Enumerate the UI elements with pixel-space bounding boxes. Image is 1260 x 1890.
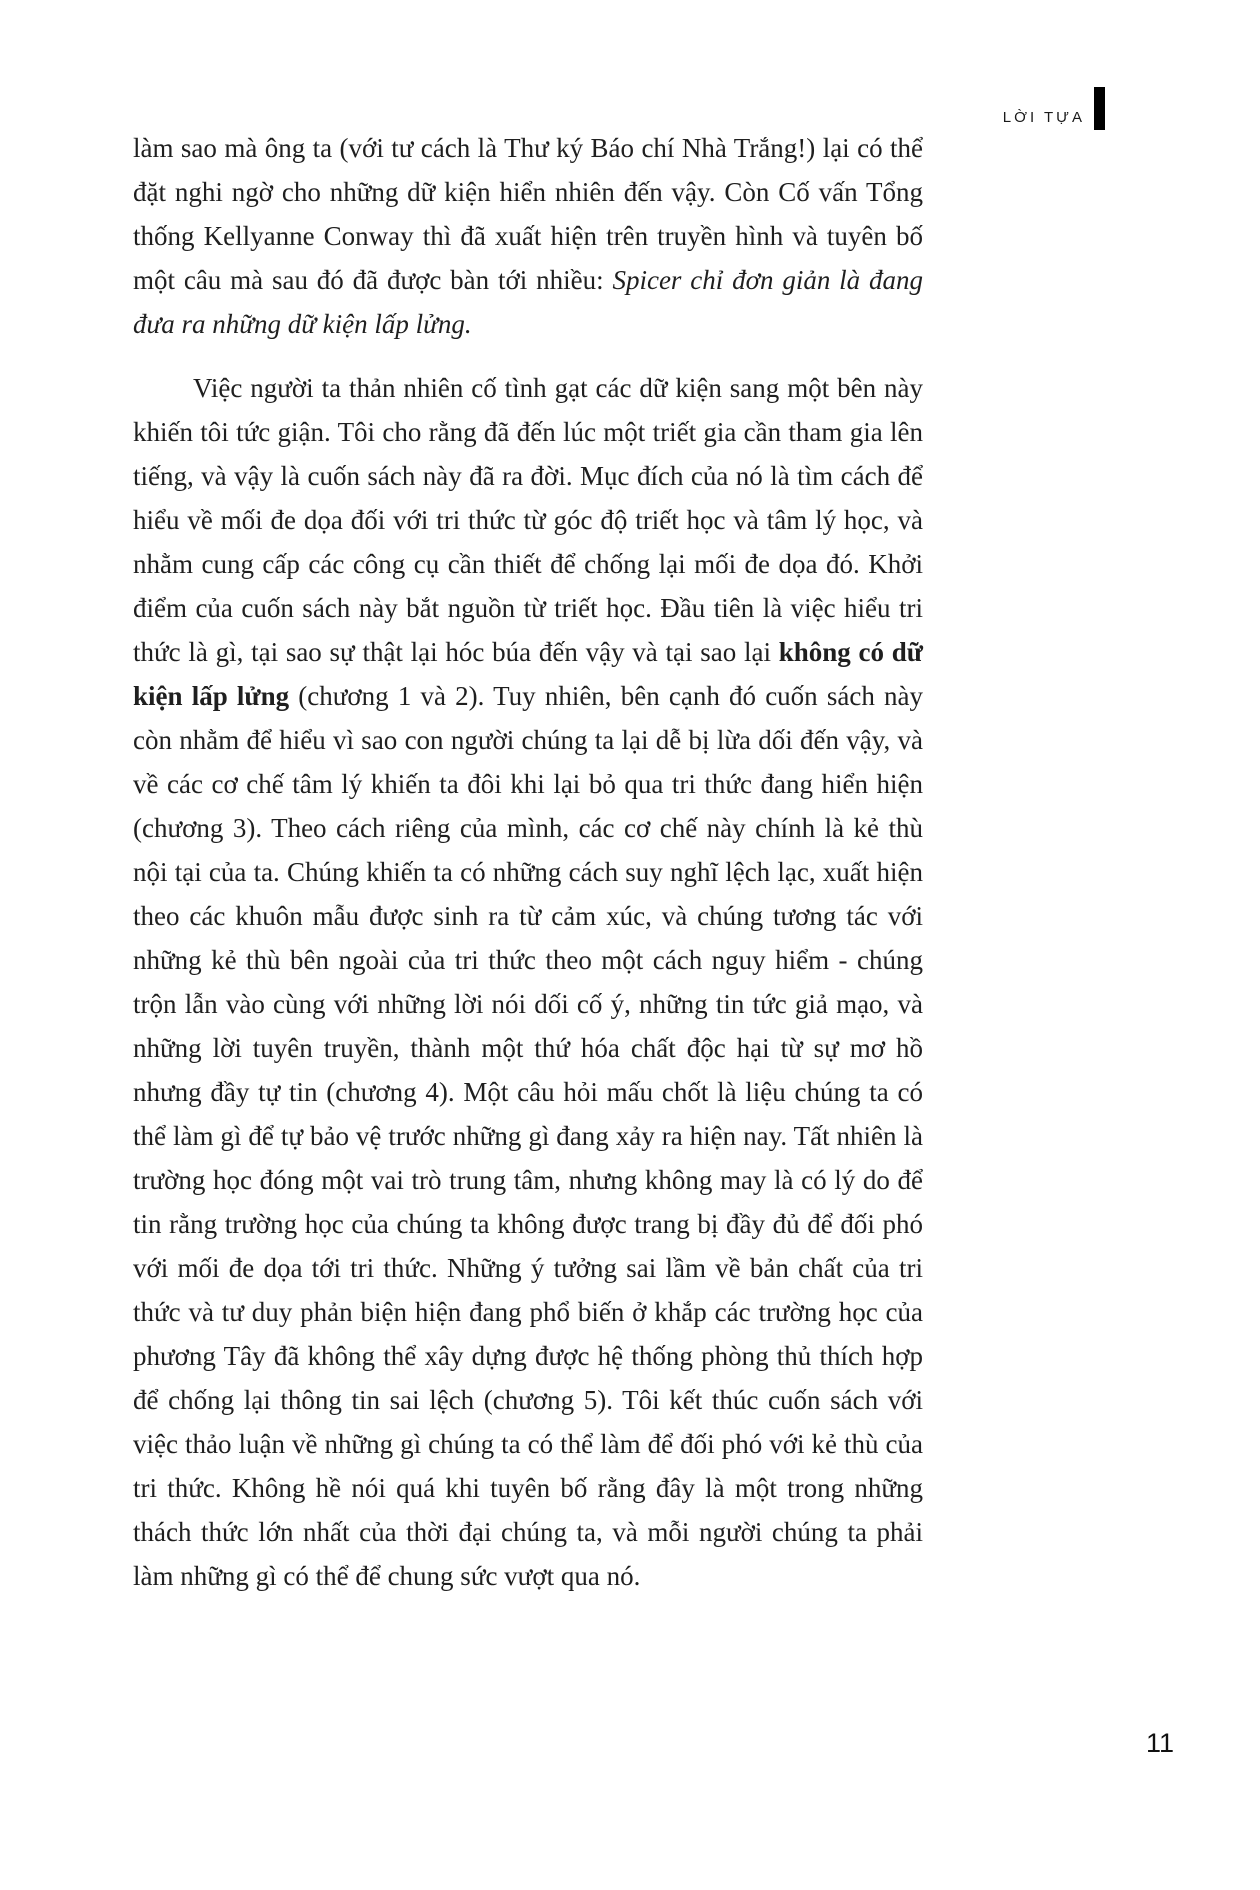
header-bar-decoration bbox=[1094, 87, 1105, 130]
paragraph-2-run-2: không có dữ kiện lấp lửng bbox=[133, 637, 923, 711]
paragraph-1-run-2: Spicer chỉ đơn giản là đang đưa ra những dữ kiện lấp lửng. bbox=[133, 265, 924, 339]
paragraph-2-run-1: Việc người ta thản nhiên cố tình gạt các dữ kiện sang một bên này khiến tôi tức giận. Tôi cho rằng đã đến lúc một triết gia cần tham gia lên tiếng, và vậy là cuốn sách này đã ra đời. Mục đích của nó là tìm cách để hiểu về mối đe dọa đối với tri thức từ góc độ triết học và tâm lý học, và nhằm cung cấp các công cụ cần thiết để chống lại mối đe dọa đó. Khởi điểm của cuốn sách này bắt nguồn từ triết học. Đầu tiên là việc hiểu tri thức là gì, tại sao sự thật lại hóc búa đến vậy và tại sao lại bbox=[133, 373, 923, 667]
running-head bbox=[1003, 87, 1105, 130]
paragraph-2 bbox=[133, 366, 923, 1598]
page-number: 11 bbox=[1146, 1728, 1175, 1758]
body-text bbox=[133, 126, 923, 1598]
paragraph-1 bbox=[133, 126, 923, 346]
running-head-label: LỜI TỰA bbox=[1002, 109, 1085, 126]
paragraph-1-run-1: làm sao mà ông ta (với tư cách là Thư ký Báo chí Nhà Trắng!) lại có thể đặt nghi ngờ cho những dữ kiện hiển nhiên đến vậy. Còn Cố vấn Tổng thống Kellyanne Conway thì đã xuất hiện trên truyền hình và tuyên bố một câu mà sau đó đã được bàn tới nhiều: bbox=[133, 133, 923, 295]
paragraph-2-run-3: (chương 1 và 2). Tuy nhiên, bên cạnh đó cuốn sách này còn nhằm để hiểu vì sao con người chúng ta lại dễ bị lừa dối đến vậy, và về các cơ chế tâm lý khiến ta đôi khi lại bỏ qua tri thức đang hiển hiện (chương 3). Theo cách riêng của mình, các cơ chế này chính là kẻ thù nội tại của ta. Chúng khiến ta có những cách suy nghĩ lệch lạc, xuất hiện theo các khuôn mẫu được sinh ra từ cảm xúc, và chúng tương tác với những kẻ thù bên ngoài của tri thức theo một cách nguy hiểm - chúng trộn lẫn vào cùng với những lời nói dối cố ý, những tin tức giả mạo, và những lời tuyên truyền, thành một thứ hóa chất độc hại từ sự mơ hồ nhưng đầy tự tin (chương 4). Một câu hỏi mấu chốt là liệu chúng ta có thể làm gì để tự bảo vệ trước những gì đang xảy ra hiện nay. Tất nhiên là trường học đóng một vai trò trung tâm, nhưng không may là có lý do để tin rằng trường học của chúng ta không được trang bị đầy đủ để đối phó với mối đe dọa tới tri thức. Những ý tưởng sai lầm về bản chất của tri thức và tư duy phản biện hiện đang phổ biến ở khắp các trường học của phương Tây đã không thể xây dựng được hệ thống phòng thủ thích hợp để chống lại thông tin sai lệch (chương 5). Tôi kết thúc cuốn sách với việc thảo luận về những gì chúng ta có thể làm để đối phó với kẻ thù của tri thức. Không hề nói quá khi tuyên bố rằng đây là một trong những thách thức lớn nhất của thời đại chúng ta, và mỗi người chúng ta phải làm những gì có thể để chung sức vượt qua nó. bbox=[133, 681, 923, 1591]
